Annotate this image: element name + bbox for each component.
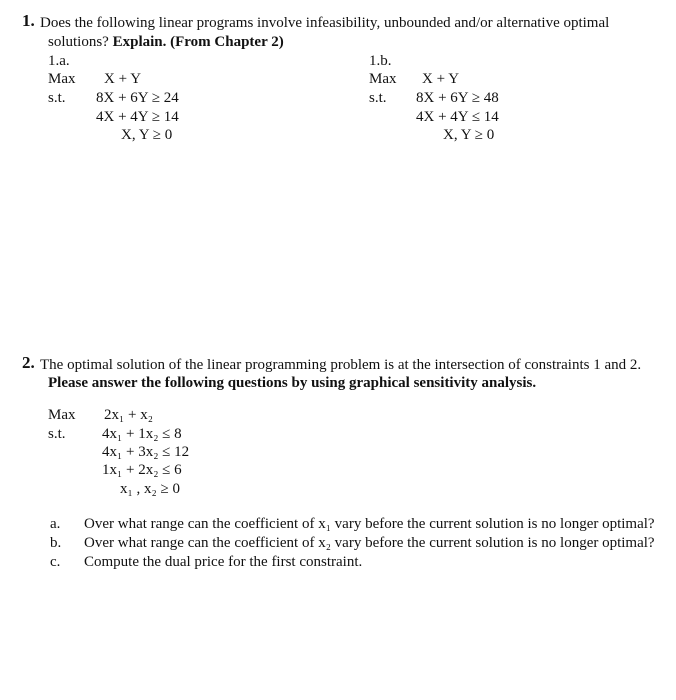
question-2-text: The optimal solution of the linear programming problem is at the intersection of constraints 1 and 2. bbox=[40, 357, 642, 373]
problem-1b-max: Max bbox=[369, 71, 397, 87]
problem-1b-constraint-1: 8X + 6Y ≥ 48 bbox=[416, 90, 499, 106]
problem-1b-constraint-3: X, Y ≥ 0 bbox=[443, 127, 495, 143]
problem-1a-max: Max bbox=[48, 71, 76, 87]
problem-1b-constraint-2: 4X + 4Y ≤ 14 bbox=[416, 109, 499, 125]
question-2-bold: Please answer the following questions by using graphical sensitivity analysis. bbox=[48, 375, 537, 391]
question-2-number: 2. bbox=[22, 353, 35, 372]
subquestion-c-text: Compute the dual price for the first constraint. bbox=[84, 554, 363, 570]
subquestion-b-label: b. bbox=[50, 535, 62, 551]
problem-1a-constraint-2: 4X + 4Y ≥ 14 bbox=[96, 109, 179, 125]
subquestion-c-label: c. bbox=[50, 554, 61, 570]
question-1-number: 1. bbox=[22, 11, 35, 30]
subquestion-a-label: a. bbox=[50, 516, 61, 532]
subquestion-b-text: Over what range can the coefficient of x₂ vary before the current solution is no longer optimal? bbox=[84, 535, 655, 551]
problem-1a-st: s.t. bbox=[48, 90, 66, 106]
problem-2-st: s.t. bbox=[48, 426, 66, 442]
question-1-text: Does the following linear programs involve infeasibility, unbounded and/or alternative optimal bbox=[40, 15, 610, 31]
question-1-line2 bbox=[48, 33, 284, 51]
subquestion-a-text: Over what range can the coefficient of x₁ vary before the current solution is no longer optimal? bbox=[84, 516, 655, 532]
question-1-text2: solutions? bbox=[48, 34, 109, 50]
problem-1a-constraint-1: 8X + 6Y ≥ 24 bbox=[96, 90, 179, 106]
problem-1a-objective: X + Y bbox=[104, 71, 142, 87]
question-1-bold: Explain. (From Chapter 2) bbox=[112, 34, 284, 50]
problem-1b-objective: X + Y bbox=[422, 71, 460, 87]
problem-2-constraint-1: 4x₁ + 1x₂ ≤ 8 bbox=[102, 426, 182, 442]
problem-1b-st: s.t. bbox=[369, 90, 387, 106]
problem-2-constraint-4: x₁ , x₂ ≥ 0 bbox=[120, 481, 180, 497]
problem-2-objective: 2x₁ + x₂ bbox=[104, 407, 153, 423]
problem-1b-label: 1.b. bbox=[369, 53, 392, 69]
problem-1a-label: 1.a. bbox=[48, 53, 70, 69]
problem-2-constraint-3: 1x₁ + 2x₂ ≤ 6 bbox=[102, 462, 182, 478]
problem-1a-constraint-3: X, Y ≥ 0 bbox=[121, 127, 173, 143]
problem-2-max: Max bbox=[48, 407, 76, 423]
problem-2-constraint-2: 4x₁ + 3x₂ ≤ 12 bbox=[102, 444, 190, 460]
